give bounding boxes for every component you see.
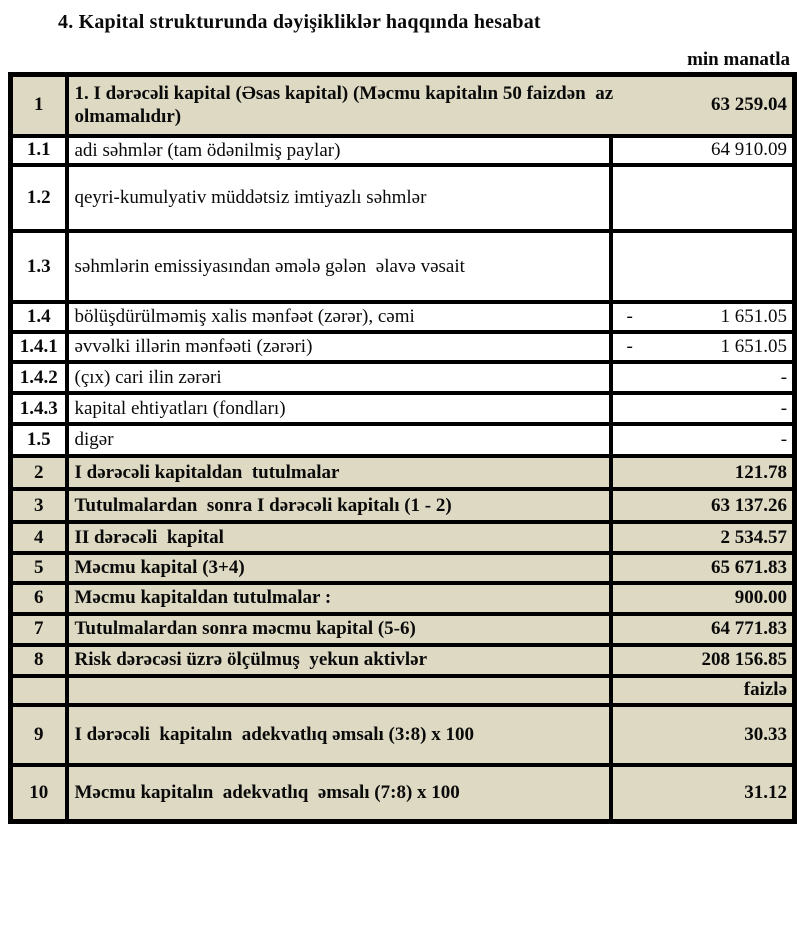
value-text: 121.78	[734, 461, 788, 483]
row-value	[611, 362, 795, 393]
row-number: 1.4	[11, 302, 67, 332]
minus-sign: -	[626, 336, 633, 357]
value-text: 64 910.09	[711, 139, 788, 161]
row-label: əvvəlki illərin mənfəəti (zərəri)	[67, 332, 611, 362]
value-text: 30.33	[744, 723, 788, 745]
value-text: 65 671.83	[711, 556, 788, 578]
value-text: -	[780, 429, 788, 450]
value-text: 64 771.83	[711, 618, 788, 640]
table-row	[11, 75, 795, 136]
row-number: 1.4.1	[11, 332, 67, 362]
row-number	[11, 676, 67, 705]
row-value	[611, 705, 795, 765]
row-label: I dərəcəli kapitalın adekvatlıq əmsalı (3:8) x 100	[67, 705, 611, 765]
table-row	[11, 136, 795, 166]
row-label: bölüşdürülməmiş xalis mənfəət (zərər), cəmi	[67, 302, 611, 332]
row-value	[611, 424, 795, 456]
value-text: faizlə	[743, 679, 788, 701]
row-number: 4	[11, 522, 67, 553]
value-text: -	[780, 366, 788, 388]
row-number: 7	[11, 614, 67, 645]
row-value	[611, 522, 795, 553]
table-row	[11, 231, 795, 302]
value-text: 63 137.26	[711, 494, 788, 516]
row-value	[611, 583, 795, 614]
row-label: Risk dərəcəsi üzrə ölçülmuş yekun aktivlər	[67, 645, 611, 676]
row-value	[611, 136, 795, 166]
table-row	[11, 522, 795, 553]
row-number: 1.5	[11, 424, 67, 456]
row-label	[67, 676, 611, 705]
row-label: Tutulmalardan sonra I dərəcəli kapitalı (1 - 2)	[67, 489, 611, 522]
row-number: 1.1	[11, 136, 67, 166]
table-row	[11, 705, 795, 765]
row-value	[611, 302, 795, 332]
row-value	[611, 614, 795, 645]
row-label: 1. I dərəcəli kapital (Əsas kapital) (Məcmu kapitalın 50 faizdən az olmamalıdır) 63 259.04	[67, 75, 795, 136]
value-text: 1 651.05	[720, 306, 788, 328]
table-row	[11, 489, 795, 522]
row-number: 1.4.3	[11, 393, 67, 424]
row-value	[611, 489, 795, 522]
row-number: 6	[11, 583, 67, 614]
row-label: Məcmu kapitalın adekvatlıq əmsalı (7:8) x 100	[67, 765, 611, 822]
row-label: I dərəcəli kapitaldan tutulmalar	[67, 456, 611, 489]
table-row	[11, 393, 795, 424]
row-value	[611, 231, 795, 302]
table-row	[11, 165, 795, 231]
capital-structure-table	[8, 72, 797, 824]
row-label: qeyri-kumulyativ müddətsiz imtiyazlı səhmlər	[67, 165, 611, 231]
row-value	[611, 645, 795, 676]
row-value	[611, 553, 795, 583]
row-value	[611, 676, 795, 705]
row-number: 9	[11, 705, 67, 765]
row-number: 5	[11, 553, 67, 583]
table-row	[11, 765, 795, 822]
table-row	[11, 332, 795, 362]
row-number: 1.3	[11, 231, 67, 302]
table-row	[11, 424, 795, 456]
row-label: adi səhmlər (tam ödənilmiş paylar)	[67, 136, 611, 166]
value-text: 31.12	[744, 782, 788, 803]
table-row	[11, 362, 795, 393]
row-value: 63 259.04	[711, 94, 788, 116]
table-row	[11, 614, 795, 645]
row-number: 1	[11, 75, 67, 136]
row-number: 2	[11, 456, 67, 489]
row-label: kapital ehtiyatları (fondları)	[67, 393, 611, 424]
row-value	[611, 456, 795, 489]
row-number: 1.4.2	[11, 362, 67, 393]
row-label: II dərəcəli kapital	[67, 522, 611, 553]
row-number: 8	[11, 645, 67, 676]
table-row	[11, 645, 795, 676]
row-label: səhmlərin emissiyasından əmələ gələn əlavə vəsait	[67, 231, 611, 302]
unit-label: min manatla	[687, 49, 790, 70]
table-row	[11, 583, 795, 614]
row-value	[611, 393, 795, 424]
row-label: Tutulmalardan sonra məcmu kapital (5-6)	[67, 614, 611, 645]
row-label: Məcmu kapital (3+4)	[67, 553, 611, 583]
row-value	[611, 765, 795, 822]
page-title: 4. Kapital strukturunda dəyişikliklər haqqında hesabat	[58, 11, 541, 33]
value-text: -	[780, 397, 788, 419]
value-text: 900.00	[734, 587, 788, 609]
row-label: digər	[67, 424, 611, 456]
minus-sign: -	[626, 306, 633, 328]
row-value	[611, 332, 795, 362]
table-row	[11, 553, 795, 583]
table-row	[11, 302, 795, 332]
row-number: 10	[11, 765, 67, 822]
row-number: 1.2	[11, 165, 67, 231]
value-text: 1 651.05	[720, 336, 788, 357]
value-text: 208 156.85	[701, 649, 788, 671]
table-row	[11, 456, 795, 489]
row-value	[611, 165, 795, 231]
row-number: 3	[11, 489, 67, 522]
value-text: 2 534.57	[720, 526, 788, 548]
row-label: (çıx) cari ilin zərəri	[67, 362, 611, 393]
table-row	[11, 676, 795, 705]
row-label: Məcmu kapitaldan tutulmalar :	[67, 583, 611, 614]
